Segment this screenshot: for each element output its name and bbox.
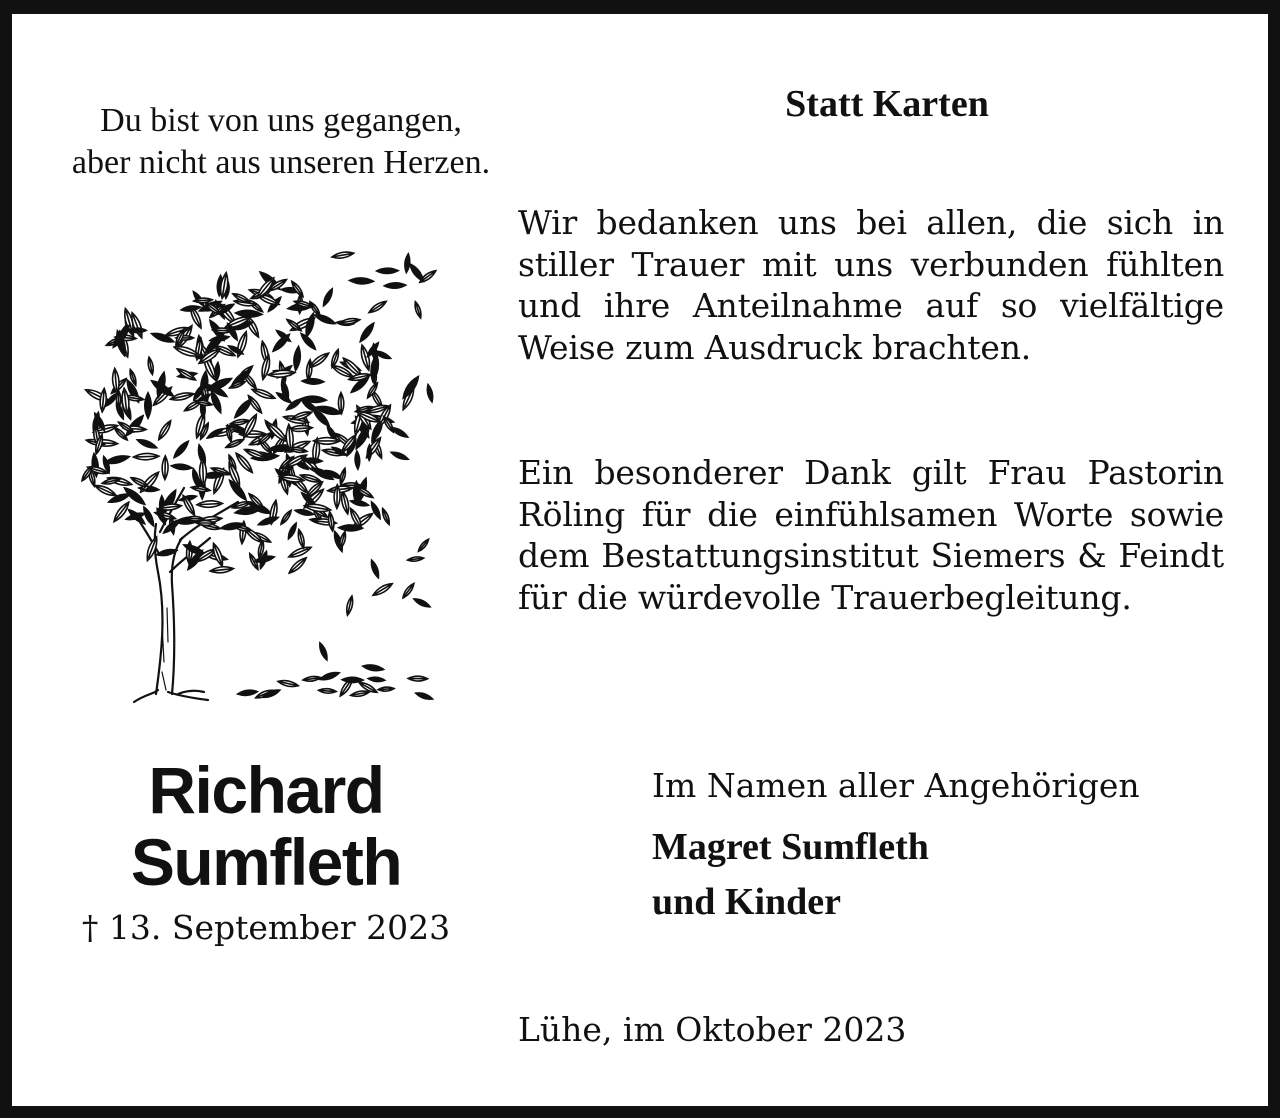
leaf-mark: [210, 566, 234, 574]
leaf-mark: [345, 595, 354, 615]
leaf-mark: [210, 334, 230, 342]
leaf-mark: [104, 454, 130, 466]
leaf-mark: [350, 690, 370, 698]
leaf-mark: [171, 463, 192, 470]
leaf-mark: [359, 344, 372, 371]
leaf-mark: [147, 357, 155, 375]
leaf-mark: [319, 670, 340, 681]
leaf-mark: [237, 689, 257, 696]
leaf-mark: [297, 529, 306, 549]
leaf-mark: [162, 456, 168, 480]
leaf-mark: [408, 262, 426, 283]
place-date: Lühe, im Oktober 2023: [518, 1010, 907, 1049]
leaf-mark: [390, 450, 409, 461]
leaf-mark: [257, 515, 279, 527]
leaf-mark: [303, 675, 321, 682]
leaf-mark: [287, 556, 308, 576]
leaf-mark: [371, 581, 393, 597]
motto: [26, 100, 536, 184]
leaf-mark: [384, 282, 405, 288]
leaf-mark: [251, 387, 276, 401]
thanks-paragraph-1: Wir bedanken uns bei allen, die sich in stiller Trauer mit uns verbunden fühlten und ihre Anteilnahme auf so vielfältige Weise zum Ausdruck brachten.: [518, 203, 1224, 367]
leaf-mark: [318, 642, 329, 661]
signature-name-1: Magret Sumfleth: [652, 826, 929, 868]
leaf-mark: [279, 509, 293, 526]
leaf-mark: [318, 688, 336, 694]
leaf-mark: [369, 354, 380, 382]
leaf-mark: [133, 453, 159, 460]
leaf-mark: [308, 351, 331, 370]
leaf-mark: [338, 392, 344, 413]
leaf-mark: [321, 288, 334, 307]
leaf-mark: [415, 691, 433, 701]
leaf-mark: [368, 299, 388, 315]
tree-leaves: [80, 250, 437, 701]
leaf-mark: [197, 500, 223, 508]
leaf-mark: [355, 451, 361, 469]
leaf-mark: [172, 439, 190, 459]
death-date: † 13. September 2023: [81, 908, 451, 947]
leaf-mark: [233, 397, 255, 420]
leaf-mark: [99, 388, 107, 412]
leaf-mark: [327, 511, 335, 531]
leaf-mark: [136, 437, 158, 450]
signature-names: [652, 820, 1232, 930]
leaf-mark: [408, 676, 428, 681]
leaf-mark: [377, 268, 399, 274]
windblown-tree-icon: [58, 232, 442, 708]
leaf-mark: [340, 490, 351, 514]
leaf-mark: [287, 522, 299, 540]
motto-line-1: Du bist von uns gegangen,: [100, 102, 462, 139]
leaf-mark: [358, 321, 376, 343]
leaf-mark: [378, 687, 394, 692]
leaf-mark: [314, 438, 341, 445]
thanks-paragraph-2: Ein besonderer Dank gilt Frau Pastorin Röling für die einfühlsamen Worte sowie dem Bestattungsinstitut Siemers & Feindt für die würdevolle Trauerbegleitung.: [518, 453, 1224, 617]
leaf-mark: [277, 679, 298, 688]
leaf-mark: [293, 346, 302, 371]
deceased-last-name: Sumfleth: [130, 825, 402, 899]
leaf-mark: [339, 468, 347, 485]
leaf-mark: [349, 277, 373, 284]
leaf-mark: [369, 559, 380, 578]
leaf-mark: [331, 250, 354, 259]
leaf-mark: [367, 445, 371, 461]
leaf-mark: [426, 384, 434, 402]
leaf-mark: [225, 437, 245, 449]
leaf-mark: [156, 419, 173, 441]
leaf-mark: [302, 378, 324, 384]
leaf-mark: [94, 483, 117, 498]
leaf-mark: [362, 664, 383, 672]
leaf-mark: [381, 508, 391, 526]
leaf-mark: [413, 597, 431, 609]
heading: Statt Karten: [785, 83, 989, 125]
signature-name-2: und Kinder: [652, 881, 842, 923]
leaf-mark: [191, 485, 211, 493]
leaf-mark: [306, 359, 313, 380]
leaf-mark: [129, 328, 146, 332]
leaf-mark: [117, 391, 121, 408]
leaf-mark: [314, 312, 336, 326]
leaf-mark: [413, 301, 422, 319]
leaf-mark: [417, 538, 430, 553]
leaf-mark: [401, 582, 416, 599]
motto-line-2: aber nicht aus unseren Herzen.: [71, 144, 491, 181]
leaf-mark: [288, 545, 313, 560]
leaf-mark: [338, 531, 347, 549]
leaf-mark: [368, 676, 385, 682]
leaf-mark: [407, 556, 424, 562]
signature-intro: Im Namen aller Angehörigen: [652, 766, 1140, 805]
deceased-first-name: Richard: [148, 753, 384, 827]
deceased-name: [26, 754, 506, 898]
leaf-mark: [145, 393, 151, 419]
leaf-mark: [339, 317, 360, 325]
